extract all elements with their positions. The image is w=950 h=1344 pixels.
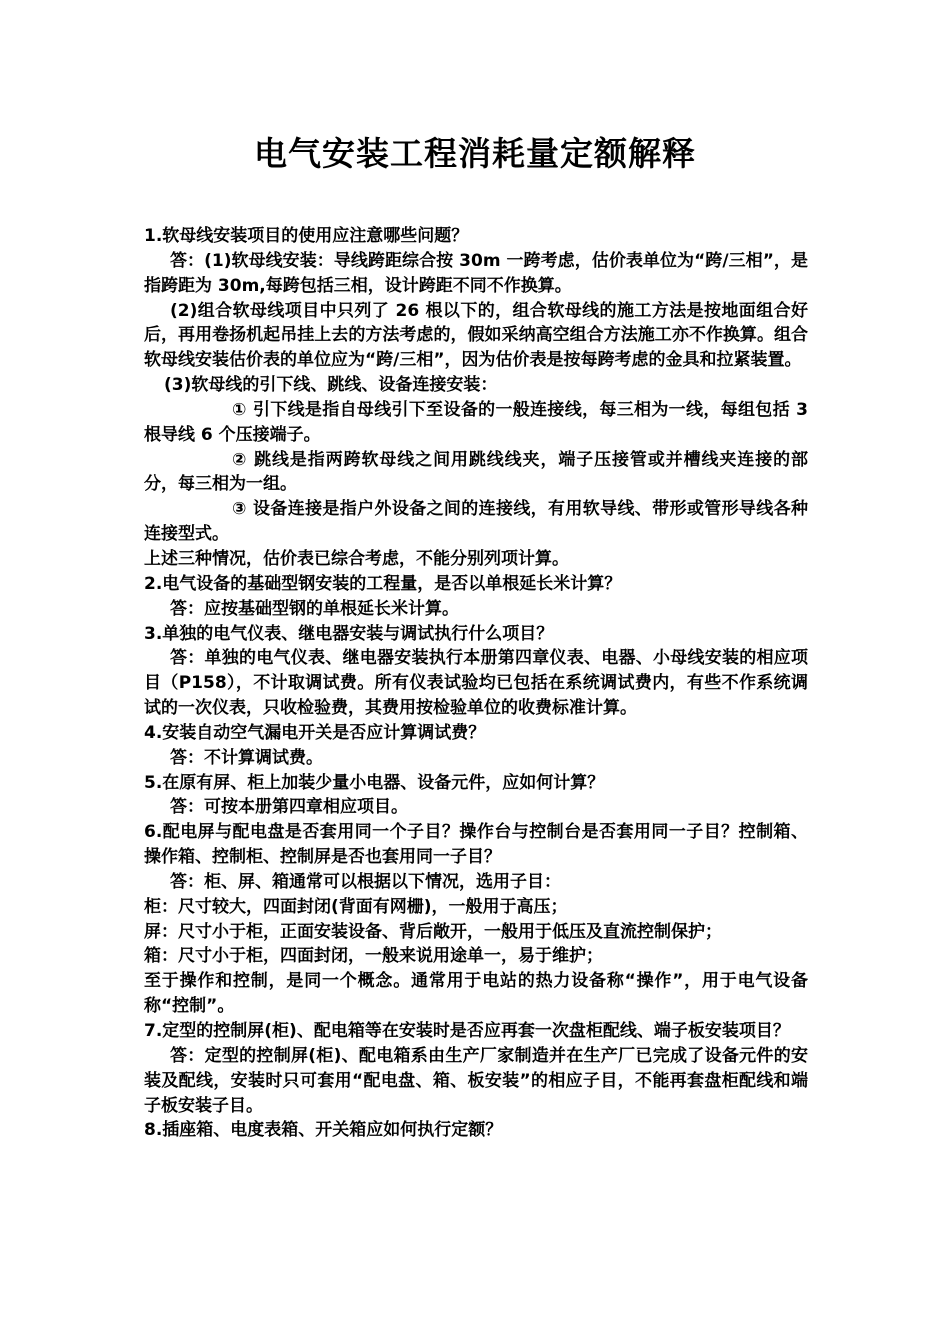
answer-1-part-2: (2)组合软母线项目中只列了 26 根以下的，组合软母线的施工方法是按地面组合好后，再用卷扬机起吊挂上去的方法考虑的，假如采纳高空组合方法施工亦不作换算。组合软母线安装估价表的单位应为“跨/三相”，因为估价表是按每跨考虑的金具和拉紧装置。 [144,300,808,371]
answer-3: 答：单独的电气仪表、继电器安装执行本册第四章仪表、电器、小母线安装的相应项目（P158），不计取调试费。所有仪表试验均已包括在系统调试费内，有些不作系统调试的一次仪表，只收检验费，其费用按检验单位的收费标准计算。 [144,648,808,719]
question-4: 4.安装自动空气漏电开关是否应计算调试费？ [144,722,486,743]
answer-6-screen: 屏：尺寸小于柜，正面安装设备、背后敞开，一般用于低压及直流控制保护； [144,921,722,942]
answer-7: 答：定型的控制屏(柜)、配电箱系由生产厂家制造并在生产厂已完成了设备元件的安装及配线，安装时只可套用“配电盘、箱、板安装”的相应子目，不能再套盘柜配线和端子板安装子目。 [144,1045,808,1116]
question-1: 1.软母线安装项目的使用应注意哪些问题？ [144,226,469,246]
document-body [144,224,808,1143]
answer-6-note: 至于操作和控制，是同一个概念。通常用于电站的热力设备称“操作”，用于电气设备称“控制”。 [144,971,808,1017]
question-2: 2.电气设备的基础型钢安装的工程量，是否以单根延长米计算？ [144,573,622,594]
answer-6: 答：柜、屏、箱通常可以根据以下情况，选用子目： [170,871,561,892]
answer-1-summary: 上述三种情况，估价表已综合考虑，不能分别列项计算。 [144,548,569,569]
question-7: 7.定型的控制屏(柜)、配电箱等在安装时是否应再套一次盘柜配线、端子板安装项目？ [144,1021,790,1041]
answer-1-item-a: ① 引下线是指自母线引下至设备的一般连接线，每三相为一线，每组包括 3 根导线 6 个压接端子。 [144,399,808,445]
answer-6-box: 箱：尺寸小于柜，四面封闭，一般来说用途单一，易于维护； [144,946,603,967]
answer-5: 答：可按本册第四章相应项目。 [170,797,408,818]
question-5: 5.在原有屏、柜上加装少量小电器、设备元件，应如何计算？ [144,772,605,793]
question-3: 3.单独的电气仪表、继电器安装与调试执行什么项目？ [144,623,554,644]
answer-1-item-c: ③ 设备连接是指户外设备之间的连接线，有用软导线、带形或管形导线各种连接型式。 [144,499,808,545]
answer-1-part-3: (3)软母线的引下线、跳线、设备连接安装： [164,375,498,396]
question-6: 6.配电屏与配电盘是否套用同一个子目？操作台与控制台是否套用同一子目？控制箱、操作箱、控制柜、控制屏是否也套用同一子目？ [144,822,808,868]
answer-4: 答：不计算调试费。 [170,747,323,768]
question-8: 8.插座箱、电度表箱、开关箱应如何执行定额？ [144,1120,503,1141]
document-title: 电气安装工程消耗量定额解释 [254,134,696,173]
answer-1-item-b: ② 跳线是指两跨软母线之间用跳线线夹，端子压接管或并槽线夹连接的部分，每三相为一组。 [144,449,808,495]
answer-2: 答：应按基础型钢的单根延长米计算。 [170,598,459,619]
answer-1-part-1: 答：(1)软母线安装：导线跨距综合按 30m 一跨考虑，估价表单位为“跨/三相”，是指跨距为 30m,每跨包括三相，设计跨距不同不作换算。 [144,250,808,296]
answer-6-cabinet: 柜：尺寸较大，四面封闭(背面有网栅)，一般用于高压； [144,896,568,917]
